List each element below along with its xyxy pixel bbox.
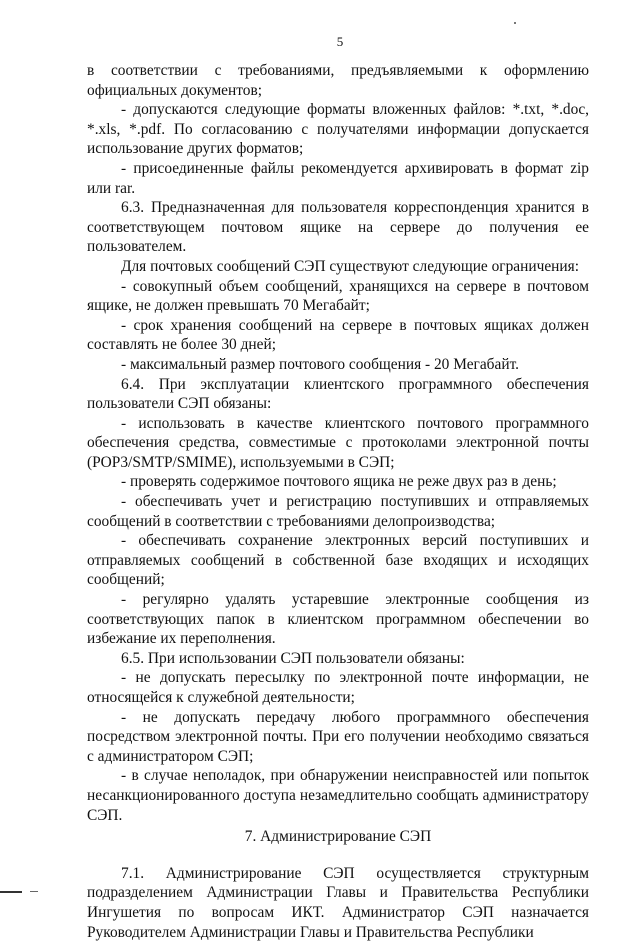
- paragraph: - срок хранения сообщений на сервере в почтовых ящиках должен составлять не более 30 дней;: [87, 316, 589, 354]
- paragraph: 6.5. При использовании СЭП пользователи обязаны:: [121, 649, 465, 667]
- paragraph: 7.1. Администрирование СЭП осуществляется структурным подразделением Администрации Главы и Правительства Республики Ингушетия по вопросам ИКТ. Администратор СЭП назначается Руководителем Администрации Главы и Правительства Республики: [87, 864, 589, 941]
- paragraph: - не допускать передачу любого программного обеспечения посредством электронной почты. При его получении необходимо связаться с администратором СЭП;: [87, 708, 589, 765]
- scan-artifact: [0, 891, 22, 893]
- paragraph: - не допускать пересылку по электронной почте информации, не относящейся к служебной деятельности;: [87, 669, 589, 706]
- scan-artifact: [514, 22, 516, 24]
- paragraph: 6.4. При эксплуатации клиентского программного обеспечения пользователи СЭП обязаны:: [87, 375, 589, 413]
- paragraph: - обеспечивать сохранение электронных версий поступивших и отправляемых сообщений в собственной базе входящих и исходящих сообщений;: [87, 532, 589, 589]
- document-body: [87, 61, 589, 942]
- paragraph: - обеспечивать учет и регистрацию поступивших и отправляемых сообщений в соответствии с требованиями делопроизводства;: [87, 493, 589, 530]
- paragraph: - в случае неполадок, при обнаружении неисправностей или попыток несанкционированного доступа незамедлительно сообщать администратору СЭП.: [87, 767, 589, 824]
- paragraph: - максимальный размер почтового сообщения - 20 Мегабайт.: [121, 355, 519, 373]
- paragraph: - присоединенные файлы рекомендуется архивировать в формат zip или rar.: [87, 159, 589, 197]
- paragraph: в соответствии с требованиями, предъявляемыми к оформлению официальных документов;: [87, 62, 589, 99]
- paragraph: - использовать в качестве клиентского почтового программного обеспечения средства, совместимые с протоколами электронной почты (POP3/SMTP/SMIME), используемыми в СЭП;: [87, 414, 589, 471]
- paragraph: - проверять содержимое почтового ящика не реже двух раз в день;: [121, 473, 557, 491]
- paragraph: Для почтовых сообщений СЭП существуют следующие ограничения:: [121, 257, 580, 275]
- paragraph: - совокупный объем сообщений, хранящихся на сервере в почтовом ящике, не должен превышать 70 Мегабайт;: [87, 277, 589, 315]
- paragraph: - регулярно удалять устаревшие электронные сообщения из соответствующих папок в клиентском программном обеспечении во избежание их переполнения.: [87, 591, 589, 648]
- paragraph: 6.3. Предназначенная для пользователя корреспонденция хранится в соответствующем почтовом ящике на сервере до получения ее пользователем.: [87, 199, 589, 256]
- paragraph: - допускаются следующие форматы вложенных файлов: *.txt, *.doc, *.xls, *.pdf. По согласованию с получателями информации допускается использование других форматов;: [87, 101, 589, 158]
- page-number: 5: [336, 34, 344, 49]
- section-heading: 7. Администрирование СЭП: [244, 828, 432, 846]
- scan-artifact: [30, 891, 38, 892]
